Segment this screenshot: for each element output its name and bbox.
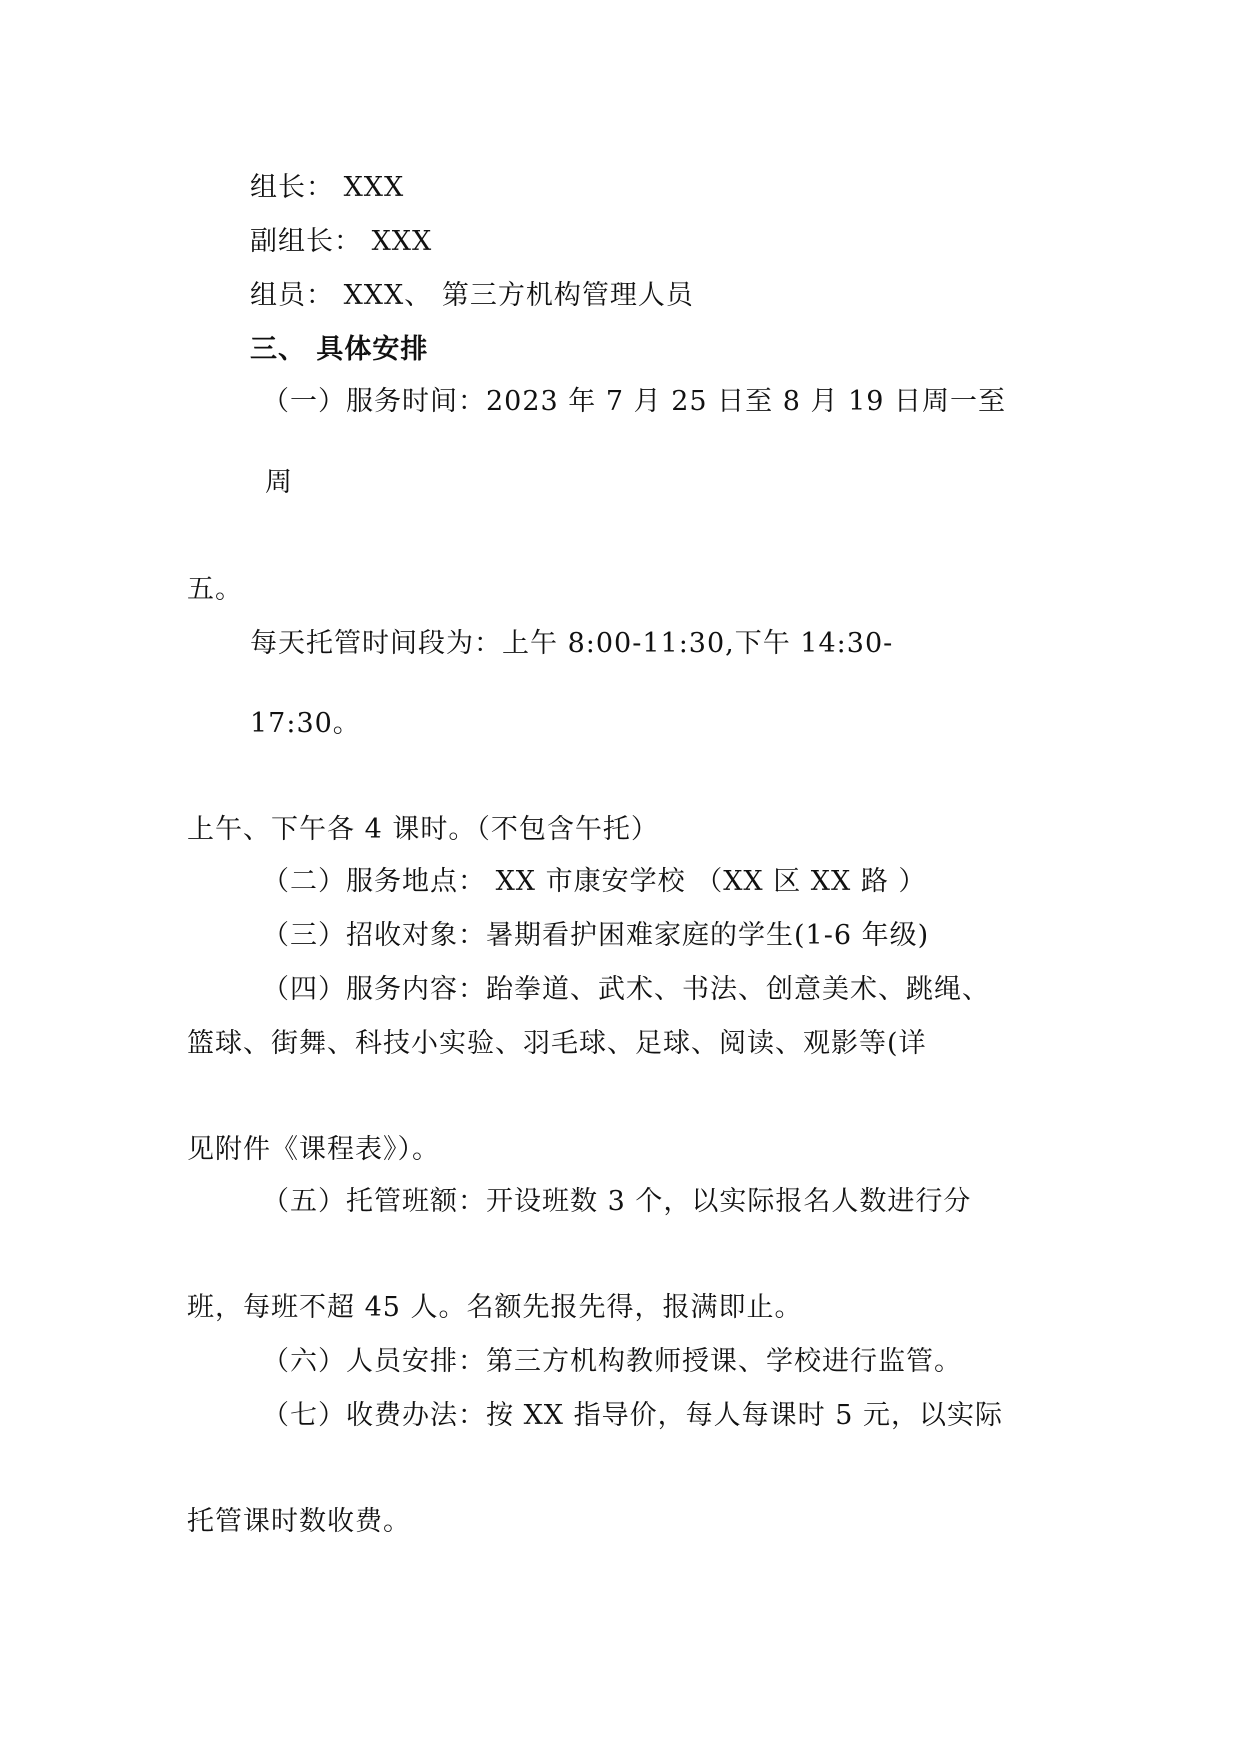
service-location-line: （二）服务地点： XX 市康安学校 （XX 区 XX 路 ） (262, 866, 927, 897)
class-hours-line: 上午、下午各 4 课时。（不包含午托） (187, 814, 659, 845)
service-content-continuation: 篮球、街舞、科技小实验、羽毛球、足球、阅读、观影等(详 (187, 1028, 927, 1059)
service-content-line: （四）服务内容：跆拳道、武术、书法、创意美术、跳绳、 (262, 974, 990, 1005)
daily-hours-line: 每天托管时间段为：上午 8:00-11:30,下午 14:30- (250, 628, 894, 659)
deputy-leader-line: 副组长： XXX (250, 226, 433, 257)
members-line: 组员： XXX、 第三方机构管理人员 (250, 280, 694, 311)
service-content-end: 见附件《课程表》）。 (187, 1134, 440, 1165)
enrollment-target-line: （三）招收对象：暑期看护困难家庭的学生(1-6 年级) (262, 920, 930, 951)
leader-line: 组长： XXX (250, 172, 405, 203)
section-heading: 三、 具体安排 (250, 334, 429, 365)
staffing-line: （六）人员安排：第三方机构教师授课、学校进行监管。 (262, 1346, 962, 1377)
daily-hours-continuation: 17:30。 (250, 708, 361, 739)
fee-continuation: 托管课时数收费。 (187, 1506, 411, 1537)
service-time-end: 五。 (187, 574, 243, 605)
class-size-line: （五）托管班额：开设班数 3 个，以实际报名人数进行分 (262, 1186, 972, 1217)
service-time-continuation: 周 (265, 467, 293, 498)
fee-line: （七）收费办法：按 XX 指导价，每人每课时 5 元，以实际 (262, 1400, 1003, 1431)
service-time-line: （一）服务时间：2023 年 7 月 25 日至 8 月 19 日周一至 (262, 386, 1007, 417)
class-size-continuation: 班，每班不超 45 人。名额先报先得，报满即止。 (187, 1292, 803, 1323)
